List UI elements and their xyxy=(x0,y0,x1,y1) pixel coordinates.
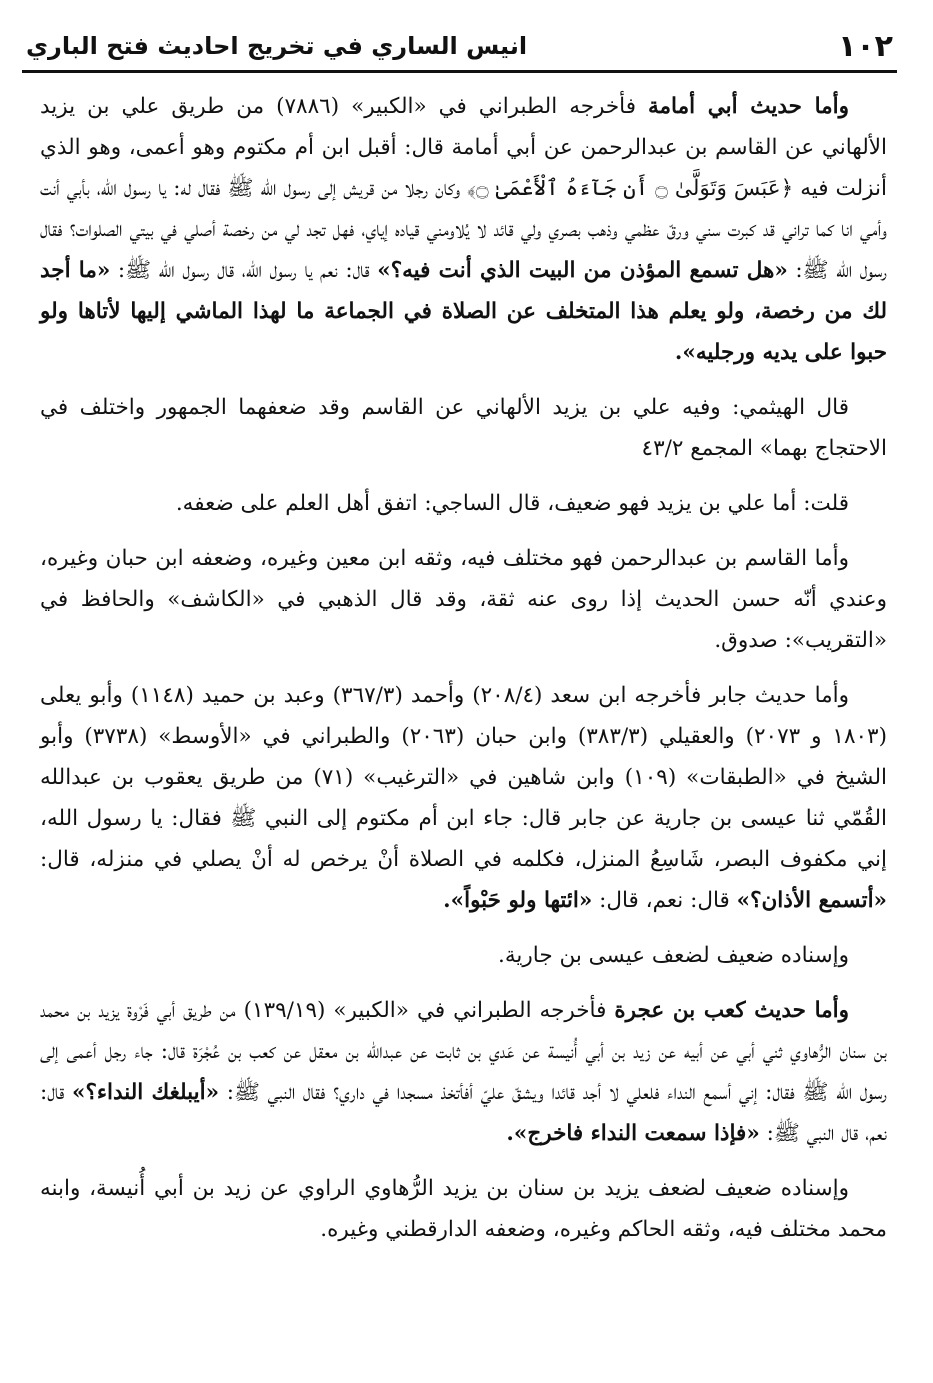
paragraph-haythami xyxy=(40,387,887,469)
paragraph-ali-ibn-yazid xyxy=(40,483,887,524)
paragraph-text: فأخرجه الطبراني في «الكبير» (٧٨٨٦) من طريق علي بن يزيد الألهاني عن القاسم بن عبدالرحمن عن أبي أمامة قال: أقبل ابن أم مكتوم وهو أعمى، وهو الذي أنزلت فيه ﴿عَبَسَ وَتَوَلَّىٰ ۝ أَن جَآءَهُ ٱلْأَعْمَىٰ ۝﴾ وكان رجلا من قريش إلى رسول الله ﷺ فقال له: يا رسول الله، بأبي أنت وأمي انا كما تراني قد كبرت سني ورقّ عظمي وذهب بصري ولي قائد لا يُلاومني قياده إياي، فهل تجد لي من رخصة أصلي في بيتي الصلوات؟ فقال رسول الله ﷺ: xyxy=(40,94,887,283)
hadith-quote: «فإذا سمعت النداء فاخرج». xyxy=(506,1121,760,1146)
header-divider xyxy=(22,70,897,73)
hadith-quote: «هل تسمع المؤذن من البيت الذي أنت فيه؟» xyxy=(377,258,788,283)
paragraph-text: وأما القاسم بن عبدالرحمن فهو مختلف فيه، وثقه ابن معين وغيره، وضعفه ابن حبان وغيره، وعندي أنّه حسن الحديث إذا روى عنه ثقة، وقد قال الذهبي في «الكاشف» والحافظ في «التقريب»: صدوق. xyxy=(40,546,887,653)
paragraph-text: قال: نعم، قال: xyxy=(592,888,737,913)
running-header xyxy=(26,24,893,68)
paragraph-abu-umama xyxy=(40,86,887,373)
paragraph-text: قال الهيثمي: وفيه علي بن يزيد الألهاني عن القاسم وقد ضعفهما الجمهور واختلف في الاحتجاج بهما» المجمع ٤٣/٢ xyxy=(40,395,887,461)
paragraph-text: قلت: أما علي بن يزيد فهو ضعيف، قال الساجي: اتفق أهل العلم على ضعفه. xyxy=(175,491,849,516)
hadith-quote: «أيبلغك النداء؟» xyxy=(72,1080,220,1105)
hadith-quote: «ائتها ولو حَبْواً». xyxy=(443,888,593,913)
paragraph-yazid-ibn-sinan xyxy=(40,1168,887,1250)
paragraph-intro: وأما حديث أبي أمامة xyxy=(648,94,849,119)
body-text xyxy=(40,86,887,1264)
paragraph-text: وإسناده ضعيف لضعف عيسى بن جارية. xyxy=(498,943,849,968)
paragraph-text: قال: نعم يا رسول الله، قال رسول الله ﷺ: xyxy=(110,258,378,283)
book-title: انيس الساري في تخريج احاديث فتح الباري xyxy=(26,32,528,60)
paragraph-text: وأما حديث جابر فأخرجه ابن سعد (٢٠٨/٤) وأحمد (٣٦٧/٣) وعبد بن حميد (١١٤٨) وأبو يعلى (١٨٠٣ و ٢٠٧٣) والعقيلي (٣٨٣/٣) وابن حبان (٢٠٦٣) والطبراني في «الأوسط» (٣٧٣٨) وأبو الشيخ في «الطبقات» (١٠٩) وابن شاهين في «الترغيب» (٧١) من طريق يعقوب بن عبدالله القُمّي ثنا عيسى بن جارية عن جابر قال: جاء ابن أم مكتوم إلى النبي ﷺ فقال: يا رسول الله، إني مكفوف البصر، شَاسِعُ المنزل، فكلمه في الصلاة أنْ يرخص له أنْ يصلي في منزله، قال: xyxy=(40,683,888,872)
paragraph-text: وإسناده ضعيف لضعف يزيد بن سنان بن يزيد الرُّهاوي الراوي عن زيد بن أبي أُنيسة، وابنه محمد مختلف فيه، وثقه الحاكم وغيره، وضعفه الدارقطني وغيره. xyxy=(40,1176,887,1242)
paragraph-kab-ibn-ujra xyxy=(40,990,887,1154)
paragraph-jabir xyxy=(40,675,887,921)
hadith-quote: «ما أجد لك من رخصة، ولو يعلم هذا المتخلف عن الصلاة في الجماعة ما لهذا الماشي إليها لأتاها ولو حبوا على يديه ورجليه». xyxy=(40,258,887,365)
paragraph-text: فأخرجه الطبراني في «الكبير» (١٣٩/١٩) من طريق أبي فَرْوة يزيد بن محمد بن سنان الرُّهاوي ثني أبي عن أبيه عن زيد بن أبي أُنيسة عن عَدي بن ثابت عن عبدالله بن معقل عن كعب بن عُجْرَة قال: جاء رجل أعمى إلى رسول الله ﷺ فقال: إني أسمع النداء فلعلي لا أجد قائدا ويشقّ عليّ أفأتخذ مسجدا في داري؟ فقال النبي ﷺ: xyxy=(40,998,887,1105)
hadith-quote: «أتسمع الأذان؟» xyxy=(736,888,887,913)
page-number: ١٠٢ xyxy=(838,28,893,64)
paragraph-text: قال: نعم، قال النبي ﷺ: xyxy=(40,1080,887,1146)
paragraph-intro: وأما حديث كعب بن عجرة xyxy=(614,998,849,1023)
paragraph-qasim xyxy=(40,538,887,661)
paragraph-isa-ibn-jariya xyxy=(40,935,887,976)
